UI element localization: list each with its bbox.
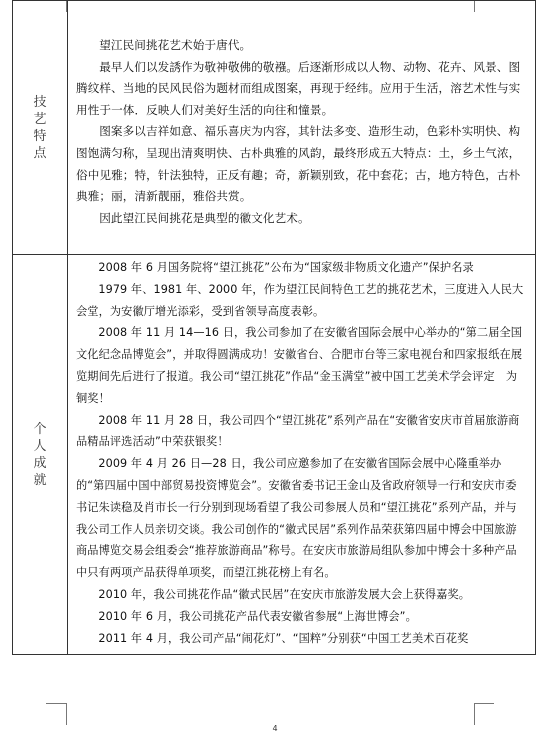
paragraph: 2008 年 6 月国务院将“望江挑花”公布为“国家级非物质文化遗产”保护名录 bbox=[98, 261, 474, 274]
paragraph: 最早人们以发誘作为敬神敬佛的敬襁。后逐渐形成以人物、动物、花卉、风景、图腾纹样、当地的民风民俗为题材而组成图案，再现于经纬。应用于生活，溶艺术性与实用性于一体．反映人们对美好生活的向往和憧景。 bbox=[76, 59, 521, 117]
paragraph: 2011 年 4 月，我公司产品“闹花灯”、“国粹”分别获“中国工艺美术百花奖 bbox=[98, 631, 469, 645]
row-label-achievements bbox=[13, 255, 68, 655]
paragraph: 2008 年 11 月 28 日，我公司四个“望江挑花”系列产品在“安徽省安庆市首届旅游商品精品评选活动”中荣获银奖！ bbox=[76, 413, 520, 449]
crop-mark-bottom-left-v bbox=[66, 703, 67, 725]
vertical-label: 个 人 成 就 bbox=[33, 421, 47, 488]
paragraph: 图案多以吉祥如意、福乐喜庆为内容，其针法多变、造形生动，色彩朴实明快、构图饱满匀称，呈现出清爽明快、古朴典雅的风韵，最终形成五大特点：土，乡土气浓，俗中见雅；特，针法独特，正反有趣；奇，新颖别致，花中套花；古，地方特色，古朴典雅；丽，清新靓丽，雅俗共赏。 bbox=[76, 124, 521, 204]
paragraph: 因此望江民间挑花是典型的徽文化艺术。 bbox=[99, 210, 310, 225]
paragraph: 2008 年 11 月 14—16 日，我公司参加了在安徽省国际会展中心举办的“第二届全国 文化纪念品博览会”，并取得圆满成功！安徽省台、合肥市台等三家电视台和四家报纸在展览期间先后进行了报道。我公司“望江挑花”作品“金玉满堂”被中国工艺美术学会评定 为铜奖！ bbox=[76, 326, 534, 405]
paragraph: 2010 年，我公司挑花作品“徽式民居”在安庆市旅游发展大会上获得嘉奖。 bbox=[98, 587, 471, 601]
table-row-achievements bbox=[13, 255, 536, 655]
crop-mark-bottom-left-h bbox=[46, 703, 66, 704]
document-table bbox=[12, 0, 536, 655]
crop-mark-bottom-right-v bbox=[474, 703, 475, 725]
paragraph: 望江民间挑花艺术始于唐代。 bbox=[99, 38, 252, 52]
vertical-label: 技 艺 特 点 bbox=[33, 94, 47, 161]
paragraph: 2010 年 6 月，我公司挑花产品代表安徽省参展“上海世博会”。 bbox=[98, 609, 417, 623]
table-row-techniques bbox=[13, 1, 536, 255]
row-label-techniques bbox=[13, 1, 68, 255]
page-number: 4 bbox=[272, 724, 278, 733]
techniques-content bbox=[68, 1, 536, 255]
crop-mark-bottom-right-h bbox=[474, 703, 494, 704]
achievements-content bbox=[68, 255, 536, 655]
paragraph: 1979 年、1981 年、2000 年，作为望江民间特色工艺的挑花艺术，三度进入人民大会堂，为安徽厅增光添彩，受到省领导高度表彰。 bbox=[76, 282, 524, 318]
paragraph: 2009 年 4 月 26 日—28 日，我公司应邀参加了在安徽省国际会展中心隆重举办的“第四届中国中部贸易投资博览会”。安徽省委书记王金山及省政府领导一行和安庆市委书记朱读稳及肖市长一行分别到现场看望了我公司参展人员和“望江挑花”系列产品，并与我公司工作人员亲切交谈。我公司创作的“徽式民居”系列作品荣获第四届中博会中国旅游商品博览交易会组委会“推荐旅游商品”称号。在安庆市旅游局组队参加中博会十多种产品中只有两项产品获得单项奖，而望江挑花榜上有名。 bbox=[76, 457, 517, 580]
